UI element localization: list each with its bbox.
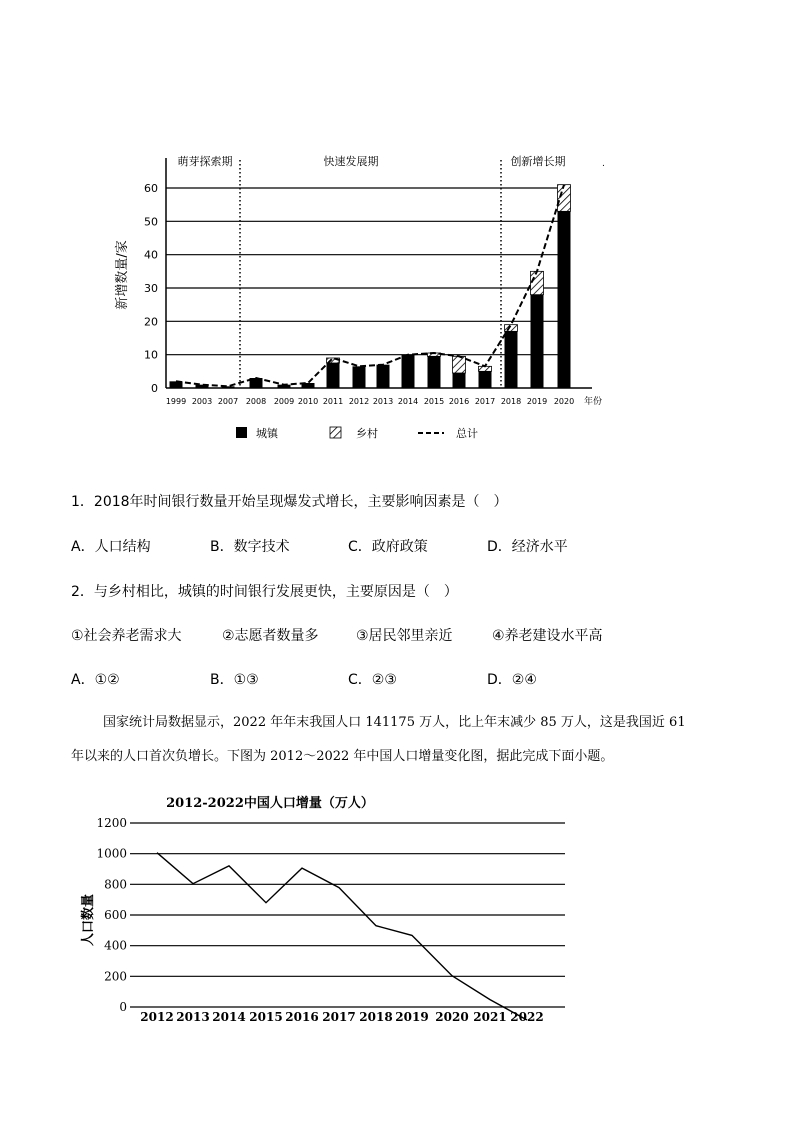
x-tick-label: 2007: [217, 397, 239, 406]
y-tick-label: 1000: [96, 846, 127, 861]
bar-rural: [531, 271, 544, 294]
bar-town: [453, 373, 466, 388]
x-tick-label: 2021: [473, 1010, 507, 1024]
y-tick-label: 0: [151, 382, 158, 395]
x-tick-label: 2009: [273, 397, 295, 406]
phase-label: 快速发展期: [323, 155, 379, 168]
bar-town: [428, 356, 441, 388]
q1-option-d[interactable]: D．经济水平: [487, 539, 568, 555]
q2-item-3: ③居民邻里亲近: [356, 628, 453, 644]
y-tick-label: 0: [119, 1000, 127, 1014]
x-tick-label: 2015: [423, 397, 445, 406]
x-axis-label: 年份: [584, 397, 603, 407]
y-axis-label: 人口数量: [81, 893, 96, 947]
x-tick-label: 2013: [372, 397, 394, 406]
bar-town: [353, 366, 366, 388]
phase-label: 创新增长期: [510, 155, 566, 168]
x-tick-label: 2016: [448, 397, 470, 406]
bar-town: [558, 211, 571, 388]
x-tick-label: 2012: [348, 397, 370, 406]
legend-label-town: 城镇: [256, 427, 278, 440]
y-tick-label: 50: [144, 215, 158, 229]
x-tick-label: 1999: [165, 397, 187, 406]
question-2-stem: 2．与乡村相比，城镇的时间银行发展更快，主要原因是（ ）: [71, 584, 458, 600]
question-1-stem: 1．2018年时间银行数量开始呈现爆发式增长，主要影响因素是（ ）: [71, 494, 508, 510]
x-tick-label: 2019: [395, 1010, 429, 1024]
bar-town: [531, 295, 544, 388]
q2-option-c[interactable]: C．②③: [348, 672, 397, 688]
population-line: [157, 853, 527, 1020]
y-tick-label: 1200: [96, 816, 127, 830]
y-tick-label: 800: [104, 877, 127, 892]
passage-line-1: 国家统计局数据显示，2022 年年末我国人口 141175 万人，比上年末减少 85 万人，这是我国近 61: [103, 715, 686, 730]
phase-label: 萌芽探索期: [177, 155, 233, 168]
y-tick-label: 40: [144, 248, 158, 262]
chart-title: 2012-2022中国人口增量（万人）: [166, 796, 374, 811]
x-tick-label: 2019: [526, 397, 548, 406]
x-tick-label: 2012: [140, 1010, 174, 1024]
y-tick-label: 400: [104, 938, 127, 953]
x-tick-label: 2022: [510, 1010, 544, 1024]
x-tick-label: 2008: [245, 397, 267, 406]
y-axis-label: 新增数量/家: [115, 240, 130, 310]
bar-town: [505, 331, 518, 388]
bar-town: [402, 355, 415, 388]
phase-marker: .: [602, 159, 605, 169]
legend-swatch-rural: [330, 427, 341, 438]
x-tick-label: 2014: [397, 397, 419, 406]
x-tick-label: 2015: [249, 1010, 283, 1024]
legend-label-total: 总计: [456, 427, 478, 440]
y-tick-label: 60: [144, 182, 158, 195]
q2-option-b[interactable]: B．①③: [210, 672, 259, 688]
x-tick-label: 2016: [285, 1010, 319, 1024]
x-tick-label: 2018: [359, 1010, 393, 1024]
x-tick-label: 2017: [474, 397, 496, 406]
x-tick-label: 2014: [212, 1010, 246, 1024]
q2-item-1: ①社会养老需求大: [71, 628, 182, 644]
population-chart: [0, 780, 794, 1040]
x-tick-label: 2013: [176, 1010, 210, 1024]
y-tick-label: 10: [144, 348, 158, 362]
y-tick-label: 600: [104, 908, 127, 922]
x-tick-label: 2020: [553, 397, 575, 406]
x-tick-label: 2017: [322, 1010, 356, 1024]
q2-item-4: ④养老建设水平高: [492, 628, 603, 644]
q1-option-c[interactable]: C．政府政策: [348, 539, 428, 555]
bar-rural: [453, 356, 466, 373]
legend-swatch-town: [236, 427, 247, 438]
bar-rural: [558, 185, 571, 212]
x-tick-label: 2020: [435, 1010, 469, 1024]
y-tick-label: 20: [144, 315, 158, 329]
x-tick-label: 2003: [191, 397, 213, 406]
bar-rural: [505, 325, 518, 332]
q2-item-2: ②志愿者数量多: [222, 628, 319, 644]
bar-town: [377, 365, 390, 388]
q1-option-a[interactable]: A．人口结构: [71, 539, 151, 555]
q2-option-a[interactable]: A．①②: [71, 672, 120, 688]
q2-option-d[interactable]: D．②④: [487, 672, 537, 688]
bar-town: [479, 371, 492, 388]
x-tick-label: 2018: [500, 397, 522, 406]
legend-label-rural: 乡村: [356, 427, 378, 440]
time-bank-chart: [0, 0, 794, 460]
y-tick-label: 200: [104, 969, 127, 984]
y-tick-label: 30: [144, 282, 158, 295]
legend: [236, 426, 478, 440]
x-tick-label: 2010: [297, 397, 319, 406]
passage-line-2: 年以来的人口首次负增长。下图为 2012～2022 年中国人口增量变化图，据此完成下面小题。: [71, 749, 614, 764]
bar-town: [327, 363, 340, 388]
q1-option-b[interactable]: B．数字技术: [210, 539, 290, 555]
x-tick-label: 2011: [322, 397, 344, 406]
